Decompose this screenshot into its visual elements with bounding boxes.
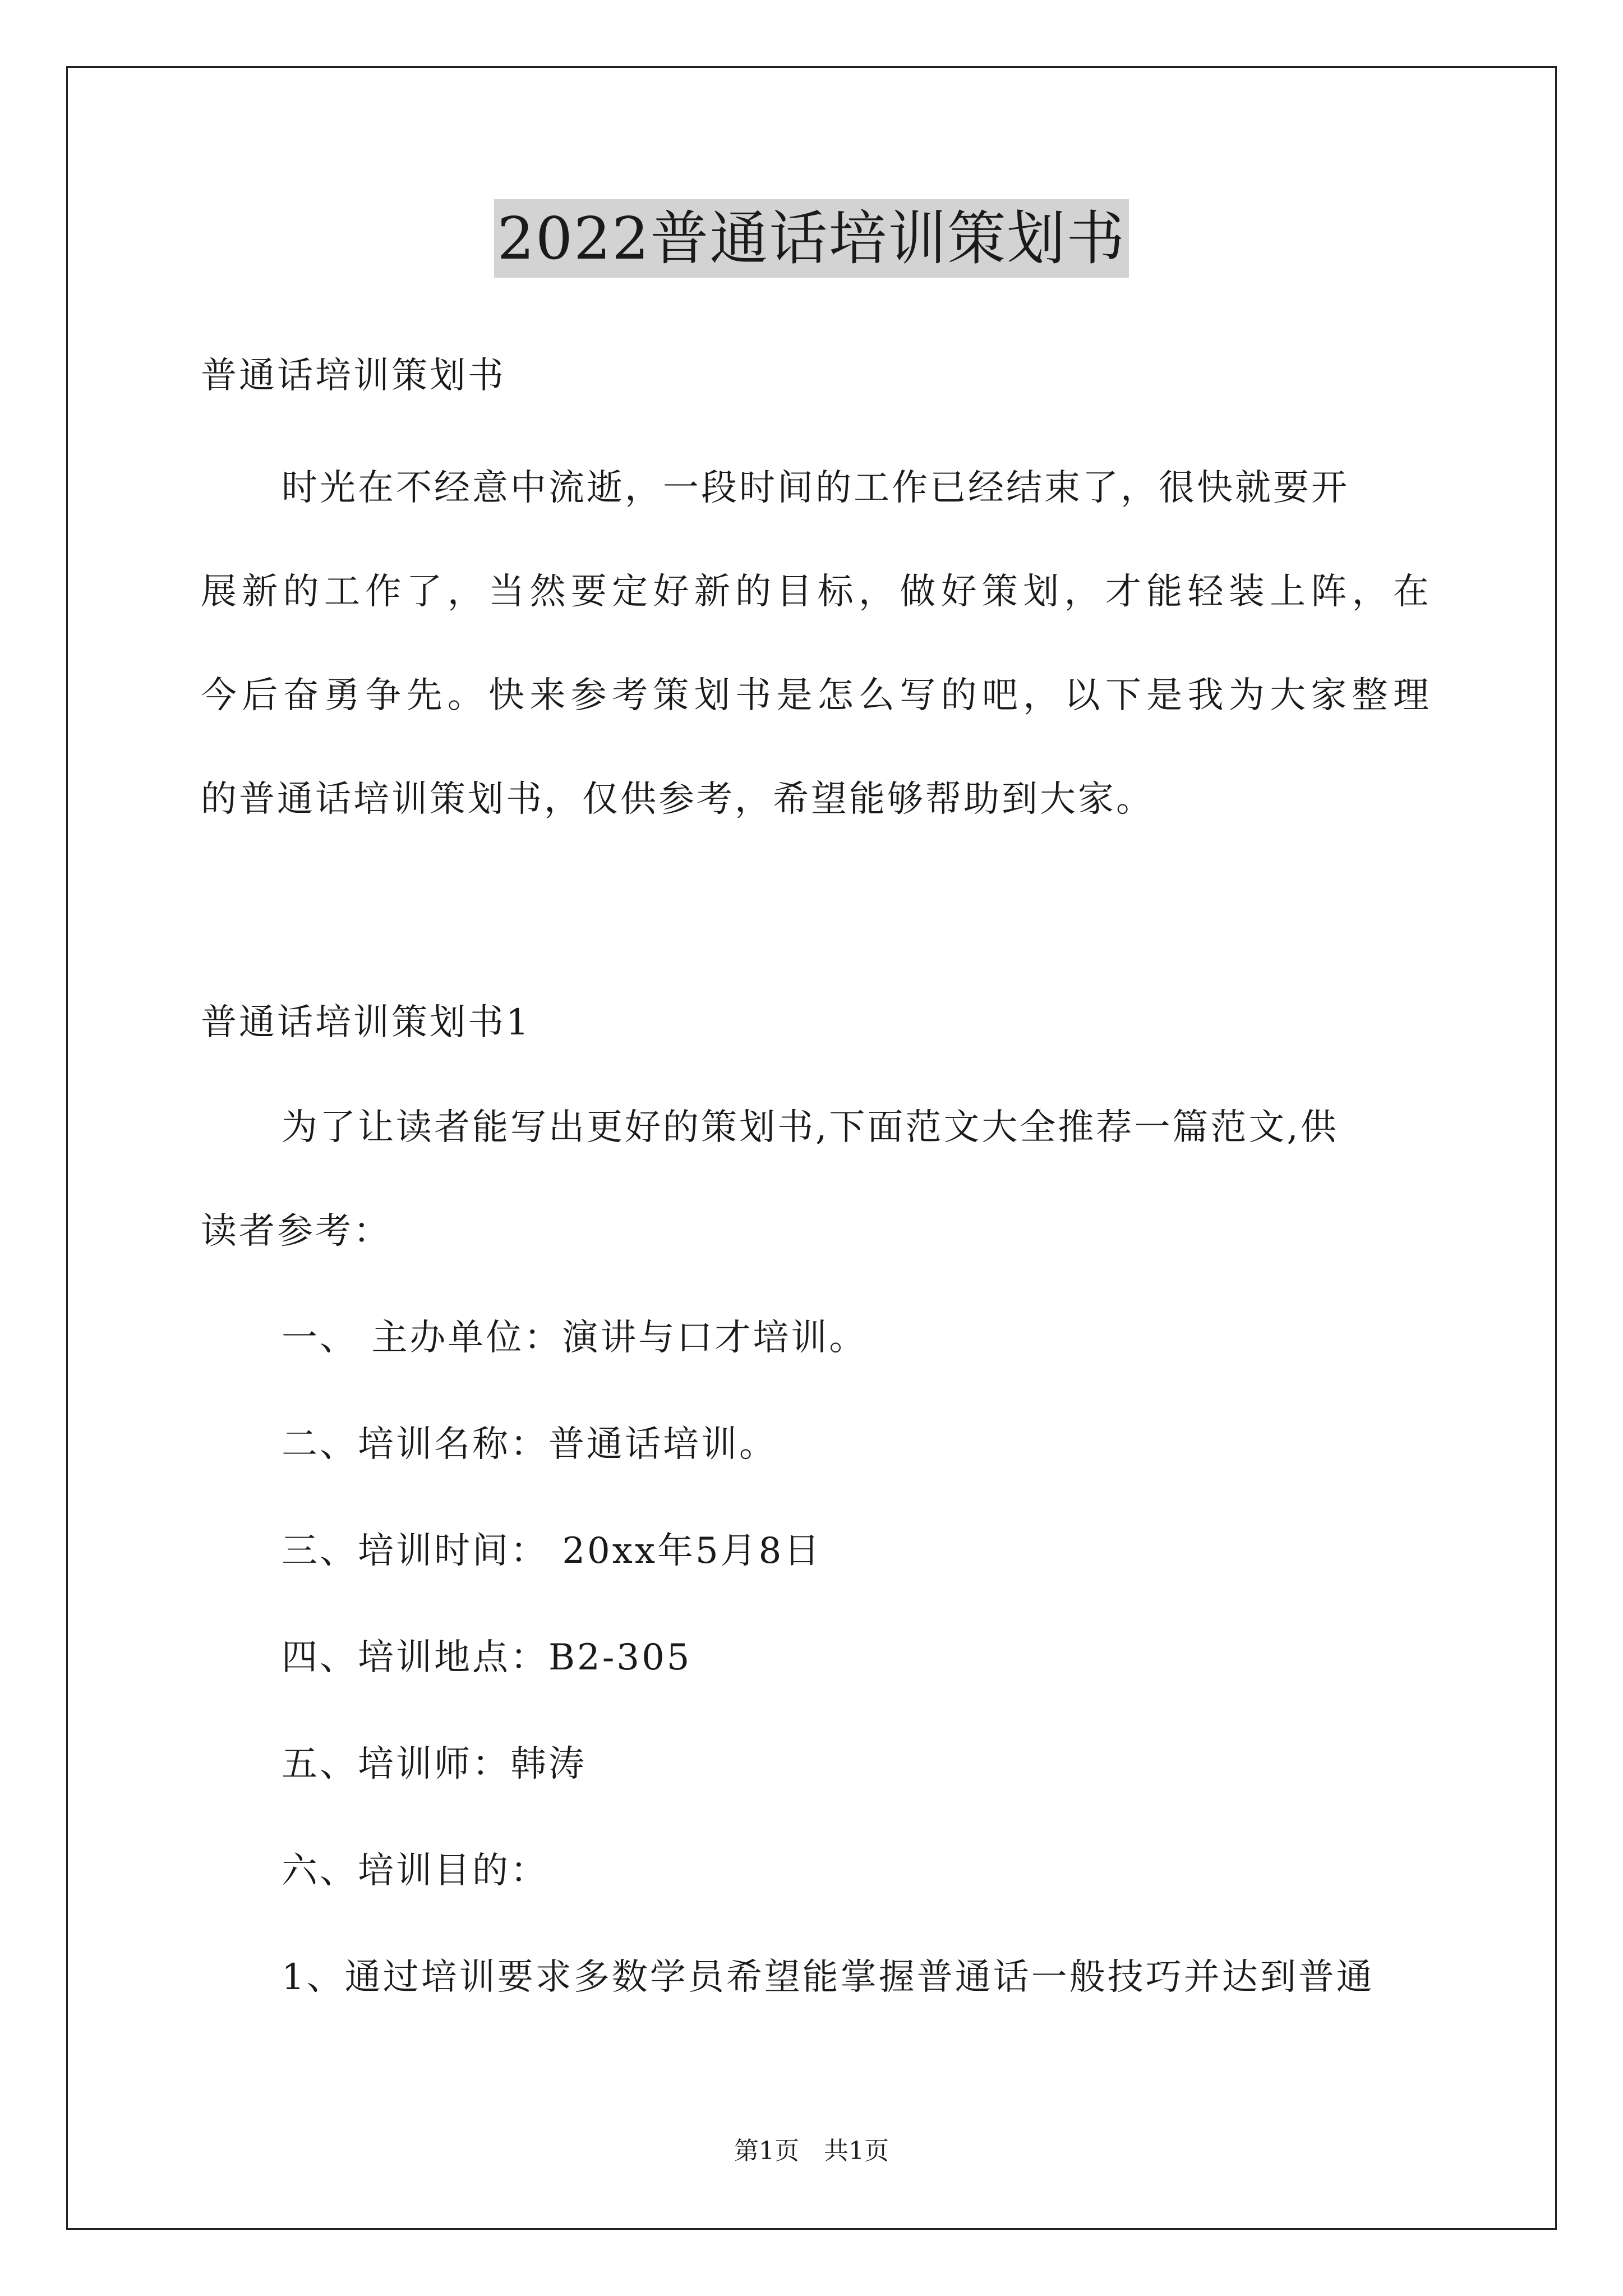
paragraph-line: 今后奋勇争先。快来参考策划书是怎么写的吧，以下是我为大家整理 xyxy=(201,675,1429,716)
paragraph-line: 1、通过培训要求多数学员希望能掌握普通话一般技巧并达到普通 xyxy=(282,1957,1375,1998)
paragraph-line: 为了让读者能写出更好的策划书,下面范文大全推荐一篇范文,供 xyxy=(282,1107,1339,1148)
subtitle-line: 普通话培训策划书 xyxy=(201,355,506,397)
list-item: 四、培训地点：B2-305 xyxy=(282,1637,692,1678)
paragraph-line: 的普通话培训策划书，仅供参考，希望能够帮助到大家。 xyxy=(201,779,1154,820)
list-item: 二、培训名称：普通话培训。 xyxy=(282,1424,777,1465)
section-heading: 普通话培训策划书1 xyxy=(201,1002,531,1043)
list-item: 三、培训时间： 20xx年5月8日 xyxy=(282,1530,822,1572)
paragraph-line: 时光在不经意中流逝，一段时间的工作已经结束了，很快就要开 xyxy=(282,467,1349,509)
paragraph-line: 读者参考： xyxy=(201,1211,391,1252)
list-item: 五、培训师：韩涛 xyxy=(282,1743,587,1785)
paragraph-line: 展新的工作了，当然要定好新的目标，做好策划，才能轻装上阵，在 xyxy=(201,571,1429,613)
list-item: 一、 主办单位：演讲与口才培训。 xyxy=(282,1317,868,1359)
page-footer: 第1页 共1页 xyxy=(734,2137,889,2165)
title-wrap xyxy=(0,199,1623,278)
list-item: 六、培训目的： xyxy=(282,1850,548,1892)
document-title: 2022普通话培训策划书 xyxy=(494,199,1129,278)
